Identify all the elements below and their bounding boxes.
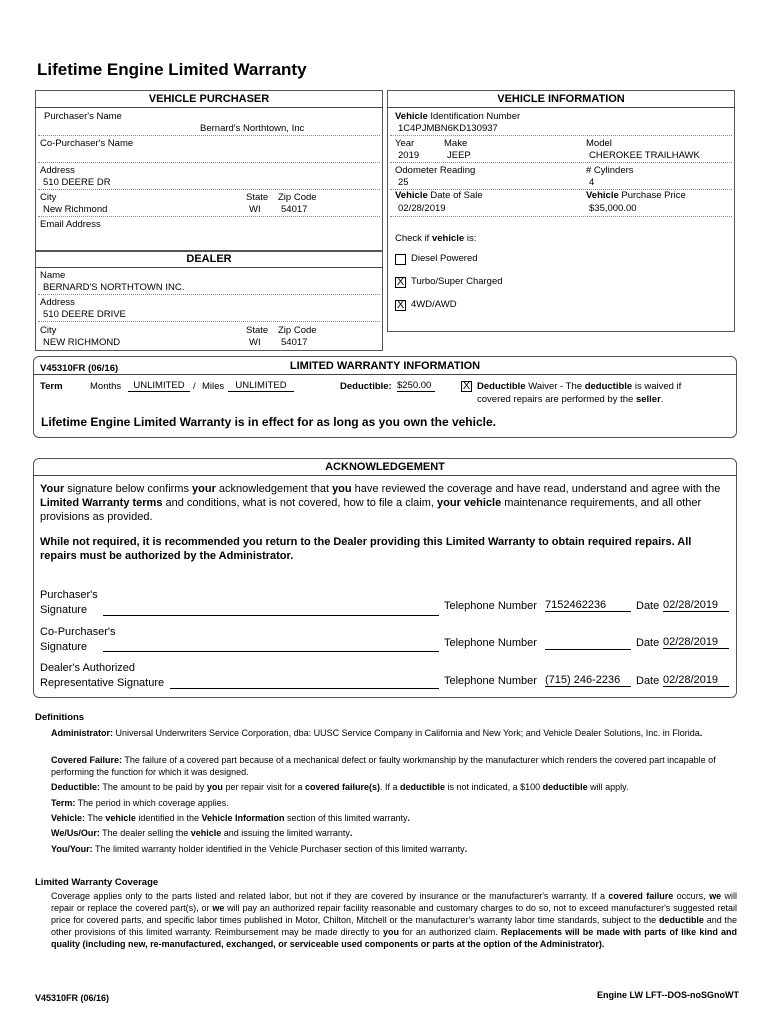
vehicle-purchaser-header: VEHICLE PURCHASER (148, 93, 270, 105)
price-field[interactable]: $35,000.00 (589, 203, 637, 214)
purchaser-name-field[interactable]: Bernard's Northtown, Inc (200, 123, 305, 134)
year-label: Year (395, 138, 415, 149)
model-field[interactable]: CHEROKEE TRAILHAWK (589, 150, 700, 161)
deductible-waiver-text-line2: covered repairs are performed by the seller. (477, 394, 664, 405)
dealer-zip-field[interactable]: 54017 (281, 337, 308, 348)
diesel-checkbox[interactable] (395, 254, 406, 265)
deductible-field[interactable]: $250.00 (397, 380, 435, 392)
odometer-field[interactable]: 25 (398, 177, 409, 188)
dealer-city-label: City (40, 325, 57, 336)
vin-label: Vehicle Identification Number (395, 111, 521, 122)
price-label: Vehicle Purchase Price (586, 190, 686, 201)
purchaser-address-field[interactable]: 510 DEERE DR (43, 177, 111, 188)
make-label: Make (444, 138, 468, 149)
purchaser-zip-field[interactable]: 54017 (281, 204, 308, 215)
cylinders-field[interactable]: 4 (589, 177, 595, 188)
miles-label: Miles (202, 381, 225, 392)
dealer-header: DEALER (186, 253, 232, 265)
turbo-label: Turbo/Super Charged (411, 276, 503, 287)
copurchaser-date-field[interactable]: 02/28/2019 (663, 636, 729, 649)
vin-field[interactable]: 1C4PJMBN6KD130937 (398, 123, 498, 134)
footer-form-id: Engine LW LFT--DOS-noSGnoWT (597, 990, 739, 1000)
dealer-name-field[interactable]: BERNARD'S NORTHTOWN INC. (43, 282, 185, 293)
definition-we-us-our: We/Us/Our: The dealer selling the vehicle and issuing the limited warranty. (51, 828, 353, 838)
purchaser-email-label: Email Address (40, 219, 101, 230)
term-label: Term (40, 381, 63, 392)
limited-warranty-info-header: LIMITED WARRANTY INFORMATION (289, 360, 481, 372)
purchaser-name-label: Purchaser's Name (44, 111, 122, 122)
purchaser-phone-field[interactable]: 7152462236 (545, 599, 631, 612)
purchaser-signature-line[interactable] (103, 615, 439, 616)
dealer-phone-field[interactable]: (715) 246-2236 (545, 674, 631, 687)
dealer-signature-label: Dealer's Authorized Representative Signature (40, 662, 165, 689)
sale-date-field[interactable]: 02/28/2019 (398, 203, 446, 214)
make-field[interactable]: JEEP (447, 150, 471, 161)
deductible-waiver-text: Deductible Waiver - The deductible is waived if (477, 381, 682, 392)
copurchaser-phone-label: Telephone Number (444, 637, 537, 649)
coverage-heading: Limited Warranty Coverage (35, 877, 159, 888)
purchaser-city-label: City (40, 192, 57, 203)
dealer-date-label: Date (636, 675, 660, 687)
dealer-state-label: State (246, 325, 269, 336)
dealer-section (35, 250, 383, 351)
dealer-state-field[interactable]: WI (249, 337, 261, 348)
return-to-dealer-notice: While not required, it is recommended you return to the Dealer providing this Limited Warranty to obtain required repairs. All repairs must be authorized by the Administrator. (40, 536, 692, 562)
acknowledgement-header: ACKNOWLEDGEMENT (325, 461, 445, 473)
purchaser-signature-label: Purchaser's Signature (40, 589, 98, 616)
footer-form-code: V45310FR (06/16) (35, 993, 110, 1003)
coverage-paragraph: Coverage applies only to the parts listed and related labor, but not if they are covered by insurance or the manufacturer's warranty. If a covered failure occurs, we will repair or replace the covered part(s), or we will pay an authorized repair facility reasonable and customary charges to do so, not to exceed manufacturer's suggested retail price for covered parts, and specific labor times published in Motor, Chilton, Mitchell or the manufacturer's warranty labor time standards, subject to the deductible and the other provisions of this limited warranty. Reimbursement may be made directly to you for an authorized claim. Replacements will be made with parts of like kind and quality (including new, re-manufactured, exchanged, or serviceable used components or parts at the option of the Administrator). (51, 891, 738, 949)
purchaser-state-field[interactable]: WI (249, 204, 261, 215)
purchaser-state-label: State (246, 192, 269, 203)
purchaser-city-field[interactable]: New Richmond (43, 204, 108, 215)
definition-vehicle: Vehicle: The vehicle identified in the Vehicle Information section of this limited warranty. (51, 813, 411, 823)
deductible-label: Deductible: (340, 381, 392, 392)
dealer-address-label: Address (40, 297, 75, 308)
form-code: V45310FR (06/16) (40, 363, 119, 374)
definition-administrator: Administrator: Universal Underwriters Service Corporation, dba: UUSC Service Company in California and New York; and Vehicle Dealer Solutions, Inc. in Florida. (51, 728, 703, 738)
months-label: Months (90, 381, 122, 392)
dealer-signature-line[interactable] (170, 688, 439, 689)
copurchaser-signature-line[interactable] (103, 651, 439, 652)
copurchaser-signature-label: Co-Purchaser's Signature (40, 626, 116, 653)
turbo-checkbox[interactable]: X (396, 276, 405, 288)
purchaser-phone-label: Telephone Number (444, 600, 537, 612)
check-if-label: Check if vehicle is: (395, 233, 477, 244)
dealer-address-field[interactable]: 510 DEERE DRIVE (43, 309, 126, 320)
copurchaser-name-label: Co-Purchaser's Name (40, 138, 134, 149)
dealer-city-field[interactable]: NEW RICHMOND (43, 337, 121, 348)
odometer-label: Odometer Reading (395, 165, 476, 176)
definitions-heading: Definitions (35, 712, 85, 723)
dealer-name-label: Name (40, 270, 66, 281)
purchaser-zip-label: Zip Code (278, 192, 317, 203)
definition-deductible: Deductible: The amount to be paid by you per repair visit for a covered failure(s). If a deductible is not indicated, a $100 deductible will apply. (51, 782, 629, 792)
miles-field[interactable]: UNLIMITED (228, 380, 294, 392)
purchaser-date-label: Date (636, 600, 660, 612)
vehicle-information-header: VEHICLE INFORMATION (497, 93, 625, 105)
months-field[interactable]: UNLIMITED (128, 380, 190, 392)
page-title: Lifetime Engine Limited Warranty (37, 60, 307, 79)
purchaser-address-label: Address (40, 165, 75, 176)
dealer-date-field[interactable]: 02/28/2019 (663, 674, 729, 687)
purchaser-date-field[interactable]: 02/28/2019 (663, 599, 729, 612)
definition-covered-failure: Covered Failure: The failure of a covered part because of a mechanical defect or faulty workmanship by the manufacturer which renders the covered part incapable of performing the function for which it was designed. (51, 755, 716, 777)
acknowledgement-paragraph: Your signature below confirms your acknowledgement that you have reviewed the coverage and have read, understand and agree with the Limited Warranty terms and conditions, what is not covered, how to file a claim, your vehicle maintenance requirements, and all other provisions as provided. (40, 483, 721, 523)
cylinders-label: # Cylinders (586, 165, 634, 176)
dealer-zip-label: Zip Code (278, 325, 317, 336)
awd-checkbox[interactable]: X (396, 299, 405, 311)
copurchaser-phone-field[interactable] (545, 636, 631, 650)
lifetime-statement: Lifetime Engine Limited Warranty is in effect for as long as you own the vehicle. (41, 415, 496, 429)
awd-label: 4WD/AWD (411, 299, 457, 310)
sale-date-label: Vehicle Date of Sale (395, 190, 483, 201)
copurchaser-date-label: Date (636, 637, 660, 649)
diesel-label: Diesel Powered (411, 253, 478, 264)
definition-you-your: You/Your: The limited warranty holder identified in the Vehicle Purchaser section of this limited warranty. (51, 844, 468, 854)
dealer-phone-label: Telephone Number (444, 675, 537, 687)
term-separator: / (193, 381, 196, 392)
year-field[interactable]: 2019 (398, 150, 420, 161)
model-label: Model (586, 138, 612, 149)
deductible-waiver-checkbox[interactable]: X (462, 380, 471, 392)
definition-term: Term: The period in which coverage applies. (51, 798, 229, 808)
